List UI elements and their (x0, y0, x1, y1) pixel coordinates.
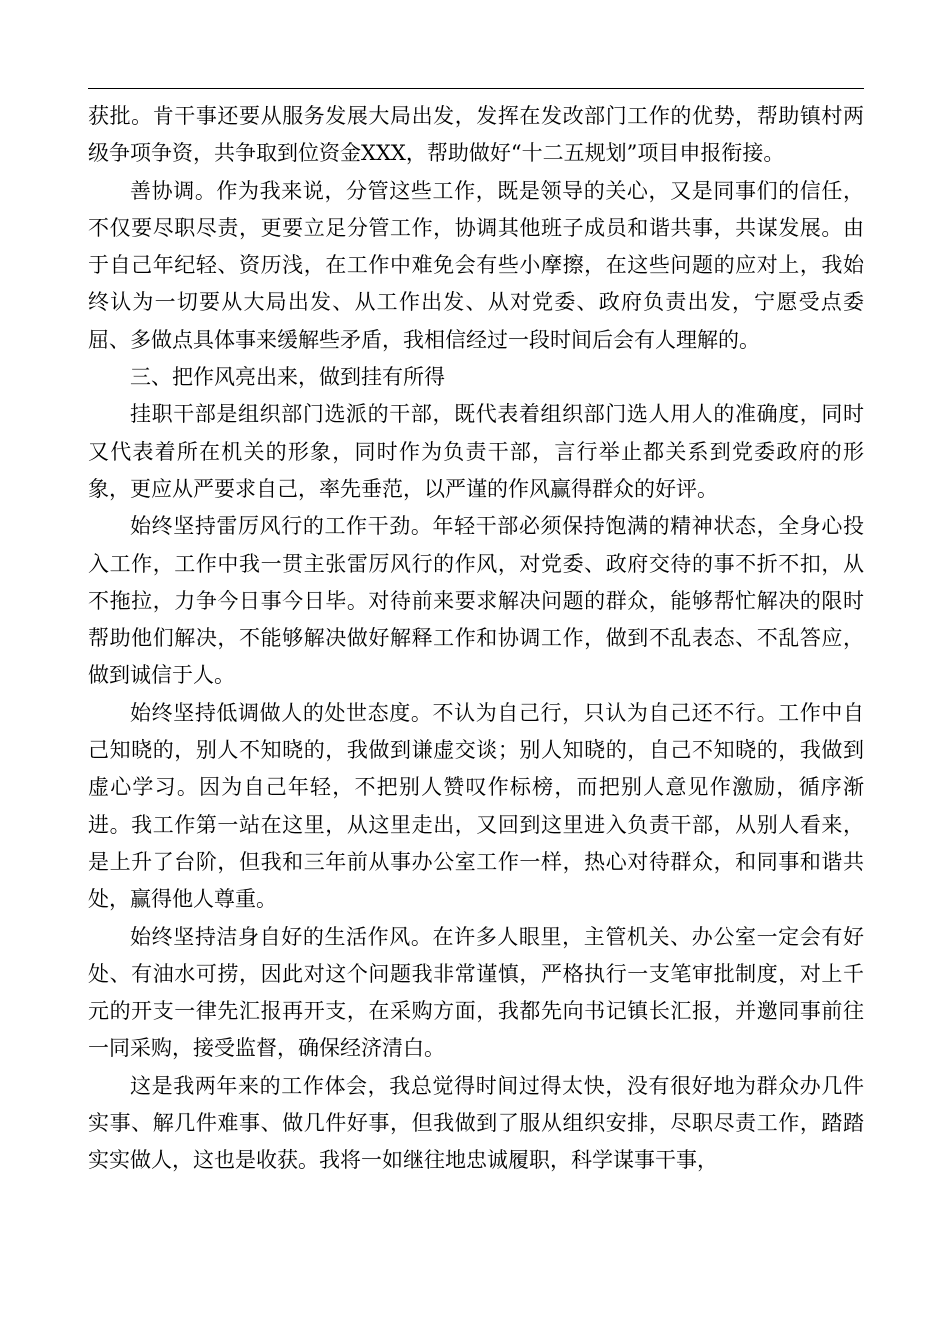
paragraph-intro: 挂职干部是组织部门选派的干部，既代表着组织部门选人用人的准确度，同时又代表着所在机关的形象，同时作为负责干部，言行举止都关系到党委政府的形象，更应从严要求自己，率先垂范，以严谨的作风赢得群众的好评。 (88, 402, 864, 501)
paragraph-continuation: 获批。肯干事还要从服务发展大局出发，发挥在发改部门工作的优势，帮助镇村两级争项争资，共争取到位资金XXX，帮助做好“十二五规划”项目申报衔接。 (88, 104, 864, 166)
section-heading: 三、把作风亮出来，做到挂有所得 (130, 365, 445, 390)
paragraph-summary: 这是我两年来的工作体会，我总觉得时间过得太快，没有很好地为群众办几件实事、解几件难事、做几件好事，但我做到了服从组织安排，尽职尽责工作，踏踏实实做人，这也是收获。我将一如继往地忠诚履职，科学谋事干事， (88, 1073, 864, 1173)
paragraph-coordination: 善协调。作为我来说，分管这些工作，既是领导的关心，又是同事们的信任，不仅要尽职尽责，更要立足分管工作，协调其他班子成员和谐共事，共谋发展。由于自己年纪轻、资历浅，在工作中难免会有些小摩擦，在这些问题的应对上，我始终认为一切要从大局出发、从工作出发、从对党委、政府负责出发，宁愿受点委屈、多做点具体事来缓解些矛盾，我相信经过一段时间后会有人理解的。 (88, 178, 864, 352)
document-body (88, 98, 864, 1180)
paragraph-humility: 始终坚持低调做人的处世态度。不认为自己行，只认为自己还不行。工作中自己知晓的，别人不知晓的，我做到谦虚交谈；别人知晓的，自己不知晓的，我做到虚心学习。因为自己年轻，不把别人赞叹作标榜，而把别人意见作激励，循序渐进。我工作第一站在这里，从这里走出，又回到这里进入负责干部，从别人看来，是上升了台阶，但我和三年前从事办公室工作一样，热心对待群众，和同事和谐共处，赢得他人尊重。 (88, 700, 864, 912)
paragraph-work-vigor: 始终坚持雷厉风行的工作干劲。年轻干部必须保持饱满的精神状态，全身心投入工作，工作中我一贯主张雷厉风行的作风，对党委、政府交待的事不折不扣，从不拖拉，力争今日事今日毕。对待前来要求解决问题的群众，能够帮忙解决的限时帮助他们解决，不能够解决做好解释工作和协调工作，做到不乱表态、不乱答应，做到诚信于人。 (88, 514, 864, 688)
paragraph-integrity: 始终坚持洁身自好的生活作风。在许多人眼里，主管机关、办公室一定会有好处、有油水可捞，因此对这个问题我非常谨慎，严格执行一支笔审批制度，对上千元的开支一律先汇报再开支，在采购方面，我都先向书记镇长汇报，并邀同事前往一同采购，接受监督，确保经济清白。 (88, 924, 864, 1061)
header-rule (88, 88, 864, 89)
